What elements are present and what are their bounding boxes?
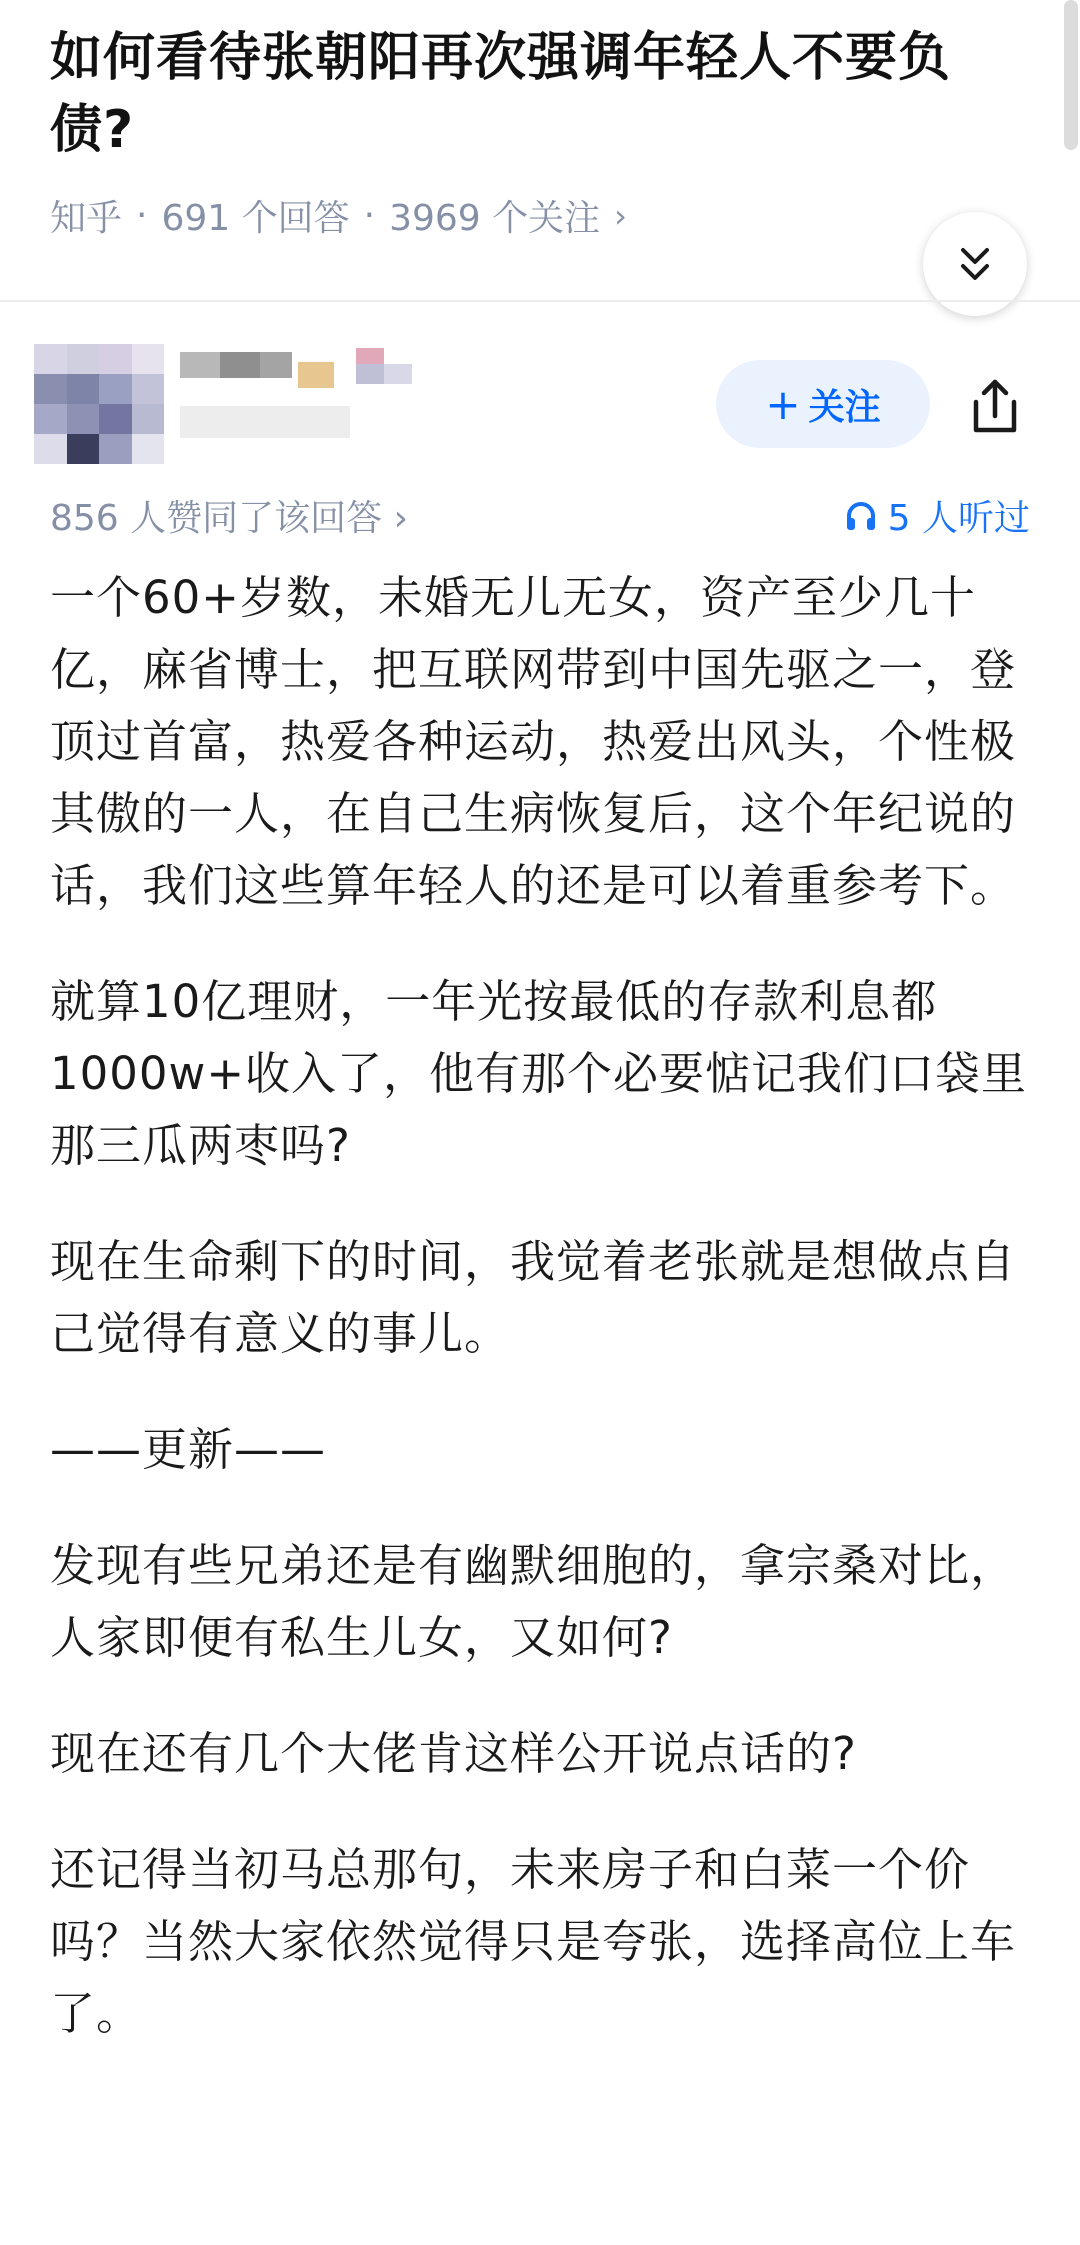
author-name-blurred[interactable] [180, 348, 420, 458]
scrollbar[interactable] [1064, 0, 1078, 150]
meta-separator: · [363, 195, 376, 236]
answer-stats [0, 490, 1080, 540]
source-label: 知乎 [50, 198, 123, 239]
paragraph: 发现有些兄弟还是有幽默细胞的，拿宗桑对比，人家即便有私生儿女，又如何? [50, 1539, 1017, 1664]
share-icon[interactable] [960, 372, 1030, 442]
chevron-right-icon: › [393, 498, 409, 539]
paragraph: ——更新—— [50, 1423, 327, 1476]
paragraph: 还记得当初马总那句，未来房子和白菜一个价吗？当然大家依然觉得只是夸张，选择高位上车了。 [50, 1843, 1017, 2040]
avatar[interactable] [34, 344, 164, 464]
listeners-link[interactable] [844, 490, 1030, 541]
follow-button[interactable] [716, 360, 930, 448]
double-chevron-down-icon [955, 242, 995, 286]
paragraph: 一个60+岁数，未婚无儿无女，资产至少几十亿，麻省博士，把互联网带到中国先驱之一，登顶过首富，热爱各种运动，热爱出风头，个性极其傲的一人，在自己生病恢复后，这个年纪说的话，我们这些算年轻人的还是可以着重参考下。 [50, 571, 1017, 912]
author-row [0, 330, 1080, 470]
meta-separator: · [136, 195, 148, 236]
follower-count: 3969 个关注 [389, 198, 601, 239]
answer-content [50, 562, 1040, 2094]
chevron-right-icon: › [614, 196, 627, 235]
question-meta[interactable] [50, 190, 627, 241]
voters-count: 856 人赞同了该回答 [50, 498, 383, 539]
listeners-count: 5 人听过 [887, 498, 1030, 539]
follow-label: 关注 [808, 386, 881, 428]
paragraph: 就算10亿理财，一年光按最低的存款利息都1000w+收入了，他有那个必要惦记我们口袋里那三瓜两枣吗? [50, 975, 1028, 1172]
paragraph: 现在还有几个大佬肯这样公开说点话的? [50, 1727, 857, 1780]
answer-count: 691 个回答 [161, 198, 350, 239]
headphones-icon [844, 499, 878, 533]
plus-icon: + [765, 379, 801, 429]
question-title[interactable]: 如何看待张朝阳再次强调年轻人不要负债? [50, 28, 952, 160]
divider [0, 300, 1080, 302]
paragraph: 现在生命剩下的时间，我觉着老张就是想做点自己觉得有意义的事儿。 [50, 1235, 1017, 1360]
question-header [0, 0, 1080, 300]
voters-link[interactable] [50, 490, 408, 541]
